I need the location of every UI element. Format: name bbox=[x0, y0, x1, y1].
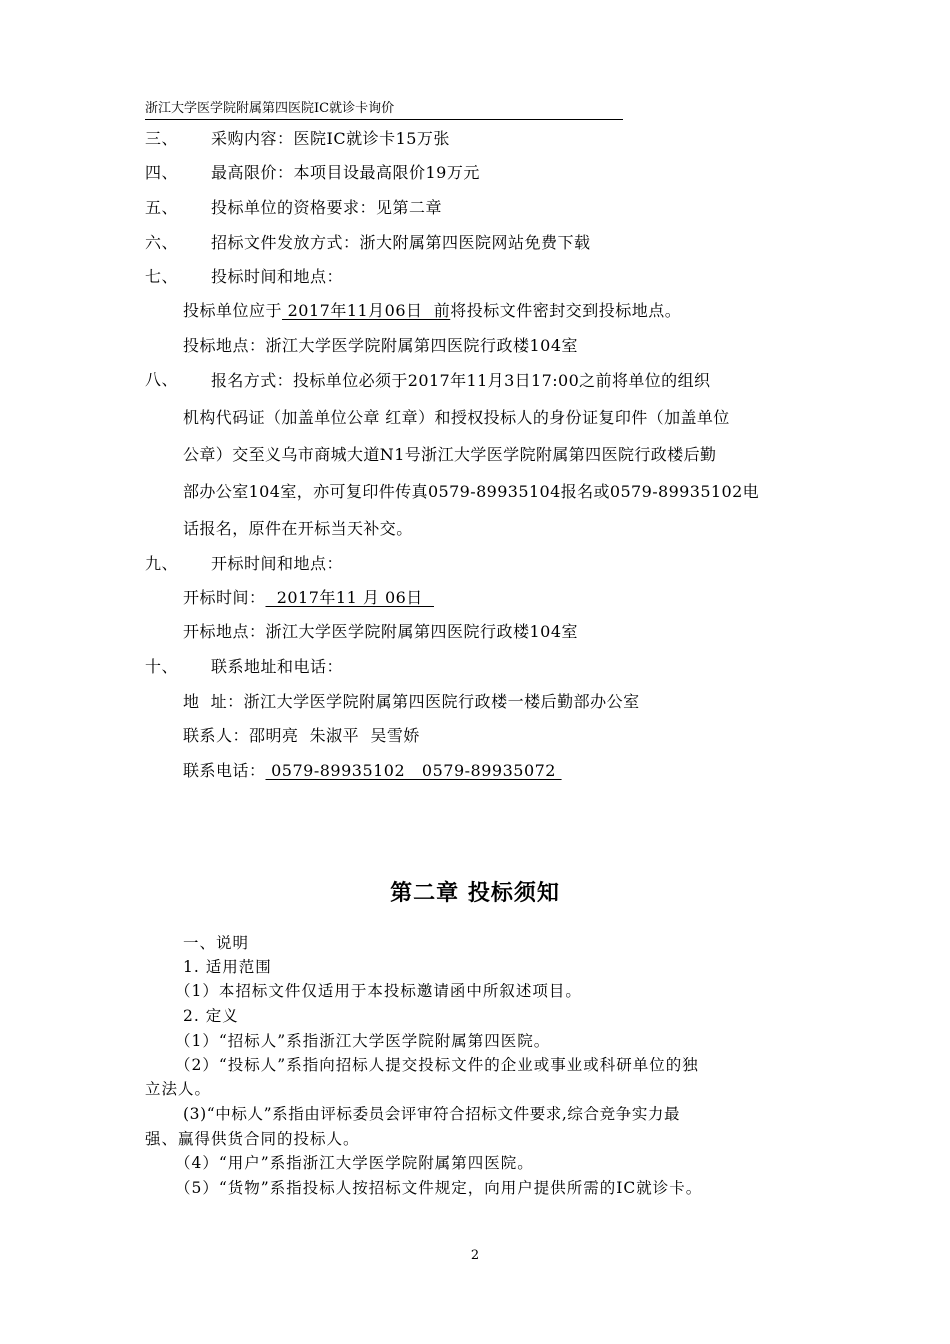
item-number: 五、 bbox=[145, 198, 179, 217]
item-text: 招标文件发放方式：浙大附属第四医院网站免费下载 bbox=[211, 233, 591, 252]
page-number: 2 bbox=[470, 1248, 480, 1263]
item-text: 投标单位的资格要求：见第二章 bbox=[211, 198, 443, 217]
item-number: 七、 bbox=[145, 267, 179, 286]
clause: （1）本招标文件仅适用于本投标邀请函中所叙述项目。 bbox=[175, 982, 582, 1000]
item-8-number: 八、 bbox=[145, 370, 179, 389]
contact-phone: 联系电话： 0579-89935102 0579-89935072 bbox=[183, 761, 562, 780]
item-9: 九、 开标时间和地点： bbox=[145, 554, 344, 573]
item-number: 十、 bbox=[145, 657, 179, 676]
item-number: 三、 bbox=[145, 129, 179, 148]
opening-date: 2017年11 月 06日 bbox=[265, 588, 434, 607]
subsection-heading: 1. 适用范围 bbox=[183, 958, 272, 976]
clause-cont: 立法人。 bbox=[145, 1080, 212, 1098]
item-10: 十、 联系地址和电话： bbox=[145, 657, 344, 676]
item-text: 投标时间和地点： bbox=[211, 267, 344, 286]
bid-date: 2017年11月06日 前 bbox=[282, 301, 451, 320]
section-heading: 一、说明 bbox=[183, 934, 250, 952]
clause: （4）“用户”系指浙江大学医学院附属第四医院。 bbox=[175, 1154, 534, 1172]
subsection-heading: 2. 定义 bbox=[183, 1007, 239, 1025]
item-text: 采购内容：医院IC就诊卡15万张 bbox=[211, 129, 450, 148]
contact-persons: 联系人：邵明亮 朱淑平 吴雪娇 bbox=[183, 726, 420, 745]
item-number: 六、 bbox=[145, 233, 179, 252]
item-number: 四、 bbox=[145, 163, 179, 182]
clause: （2）“投标人”系指向招标人提交投标文件的企业或事业或科研单位的独 bbox=[175, 1056, 699, 1074]
registration-paragraph: 报名方式：投标单位必须于2017年11月3日17:00之前将单位的组织 bbox=[211, 371, 711, 390]
bid-deadline: 投标单位应于 2017年11月06日 前将投标文件密封交到投标地点。 bbox=[183, 301, 682, 320]
contact-address: 地 址：浙江大学医学院附属第四医院行政楼一楼后勤部办公室 bbox=[183, 692, 640, 711]
bid-location: 投标地点：浙江大学医学院附属第四医院行政楼104室 bbox=[183, 336, 579, 355]
running-header: 浙江大学医学院附属第四医院IC就诊卡询价 bbox=[145, 100, 623, 120]
item-4 bbox=[145, 162, 480, 184]
registration-paragraph-cont: 机构代码证（加盖单位公章 红章）和授权投标人的身份证复印件（加盖单位 公章）交至义乌市商城大道N1号浙江大学医学院附属第四医院行政楼后勤 部办公室104室，亦可复印件传真0579-89935104报名或0579-89935102电 话报名，原件在开标当天补交。 bbox=[183, 408, 760, 538]
item-3 bbox=[145, 128, 450, 150]
item-6 bbox=[145, 232, 591, 254]
clause: （5）“货物”系指投标人按招标文件规定，向用户提供所需的IC就诊卡。 bbox=[175, 1179, 703, 1197]
clause: (3)“中标人”系指由评标委员会评审符合招标文件要求,综合竞争实力最 bbox=[183, 1105, 681, 1123]
opening-time: 开标时间： 2017年11 月 06日 bbox=[183, 588, 434, 607]
opening-location: 开标地点：浙江大学医学院附属第四医院行政楼104室 bbox=[183, 622, 579, 641]
clause: （1）“招标人”系指浙江大学医学院附属第四医院。 bbox=[175, 1032, 551, 1050]
item-text: 最高限价：本项目设最高限价19万元 bbox=[211, 163, 480, 182]
chapter-title: 第二章 投标须知 bbox=[390, 881, 560, 906]
item-5 bbox=[145, 197, 442, 219]
phone-numbers: 0579-89935102 0579-89935072 bbox=[265, 761, 562, 780]
item-7 bbox=[145, 266, 343, 288]
clause-cont: 强、赢得供货合同的投标人。 bbox=[145, 1130, 360, 1148]
item-number: 九、 bbox=[145, 554, 179, 573]
